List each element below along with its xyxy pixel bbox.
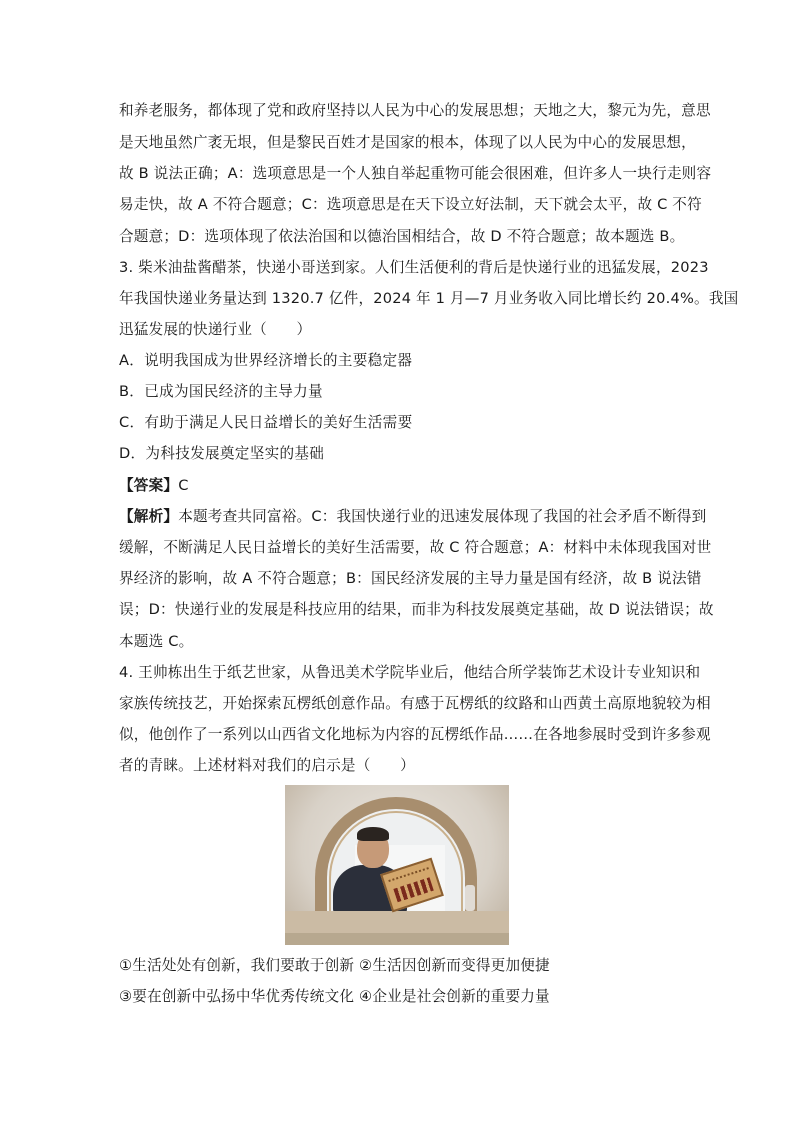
text-line: 是天地虽然广袤无垠，但是黎民百姓才是国家的根本，体现了以人民为中心的发展思想， [119,134,696,151]
analysis-line [119,507,707,527]
question-3-stem: 迅猛发展的快递行业（ ） [119,321,312,338]
answer-line [119,476,679,496]
analysis-text: 本题选 C。 [119,633,194,650]
text-line: 易走快，故 A 不符合题意；C：选项意思是在天下设立好法制，天下就会太平，故 C 不符 [119,196,702,213]
question-3-stem: 年我国快递业务量达到 1320.7 亿件，2024 年 1 月—7 月业务收入同比增长约 20.4%。我国 [119,290,739,307]
question-4-stem: 家族传统技艺，开始探索瓦楞纸创意作品。有感于瓦楞纸的纹路和山西黄土高原地貌较为相 [119,695,711,712]
option-a: A．说明我国成为世界经济增长的主要稳定器 [119,352,413,369]
analysis-text: 缓解，不断满足人民日益增长的美好生活需要，故 C 符合题意；A：材料中未体现我国对世 [119,539,712,556]
question-3-stem: 3. 柴米油盐酱醋茶，快递小哥送到家。人们生活便利的背后是快递行业的迅猛发展，2023 [119,259,709,276]
question-4-stem: 者的青睐。上述材料对我们的启示是（ ） [119,757,415,774]
answer-tag: 【答案】 [119,477,179,494]
artist-photo [285,785,509,945]
analysis-text: 误；D：快递行业的发展是科技应用的结果，而非为科技发展奠定基础，故 D 说法错误；故 [119,601,714,618]
text-line: 和养老服务，都体现了党和政府坚持以人民为中心的发展思想；天地之大，黎元为先，意思 [119,102,711,119]
analysis-text: 界经济的影响，故 A 不符合题意；B：国民经济发展的主导力量是国有经济，故 B 说法错 [119,570,702,587]
text-line: 故 B 说法正确；A：选项意思是一个人独自举起重物可能会很困难，但许多人一块行走则容 [119,165,712,182]
choice-line: ①生活处处有创新，我们要敢于创新 ②生活因创新而变得更加便捷 [119,957,550,974]
analysis-tag: 【解析】 [119,508,179,525]
question-4-stem: 4. 王帅栋出生于纸艺世家，从鲁迅美术学院毕业后，他结合所学装饰艺术设计专业知识和 [119,664,701,681]
option-b: B．已成为国民经济的主导力量 [119,383,323,400]
answer-value: C [178,477,189,494]
option-d: D．为科技发展奠定坚实的基础 [119,445,325,462]
analysis-text: 本题考查共同富裕。C：我国快递行业的迅速发展体现了我国的社会矛盾不断得到 [178,508,707,525]
option-c: C．有助于满足人民日益增长的美好生活需要 [119,414,413,431]
question-4-stem: 似，他创作了一系列以山西省文化地标为内容的瓦楞纸作品……在各地参展时受到许多参观 [119,726,711,743]
choice-line: ③要在创新中弘扬中华优秀传统文化 ④企业是社会创新的重要力量 [119,988,550,1005]
text-line: 合题意；D：选项体现了依法治国和以德治国相结合，故 D 不符合题意；故本题选 B。 [119,228,685,245]
